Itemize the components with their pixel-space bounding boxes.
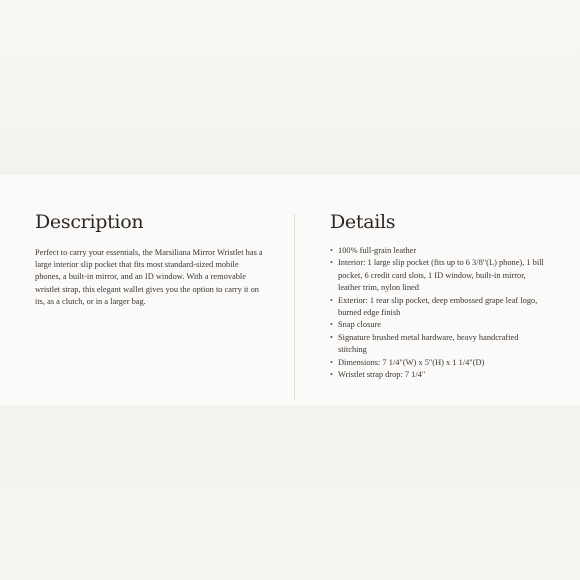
details-heading: Details [330,211,396,233]
details-section [330,211,548,381]
details-list [330,245,548,381]
details-item-dimensions: • Dimensions: 7 1/4"(W) x 5"(H) x 1 1/4"(D) [330,357,548,369]
details-item-closure: • Snap closure [330,319,548,331]
description-heading: Description [35,211,144,233]
description-text: Perfect to carry your essentials, the Marsiliana Mirror Wristlet has a large interior slip pocket that fits most standard-sized mobile phones, a built-in mirror, and an ID window. With a removable wristlet strap, this elegant wallet gives you the option to carry it on its, as a clutch, or in a larger bag. [35,248,263,306]
details-item-hardware: • Signature brushed metal hardware, heavy handcrafted stitching [330,332,548,357]
details-item-strap-drop: • Wristlet strap drop: 7 1/4" [330,369,548,381]
details-item-exterior: • Exterior: 1 rear slip pocket, deep embossed grape leaf logo, burned edge finish [330,295,548,320]
details-item-material: • 100% full-grain leather [330,245,548,257]
description-section [35,211,263,308]
details-item-interior: • Interior: 1 large slip pocket (fits up to 6 3/8"(L) phone), 1 bill pocket, 6 credit card slots, 1 ID window, built-in mirror, leather trim, nylon lined [330,257,548,294]
top-background [0,0,580,175]
bottom-background [0,405,580,580]
column-divider [294,214,295,400]
